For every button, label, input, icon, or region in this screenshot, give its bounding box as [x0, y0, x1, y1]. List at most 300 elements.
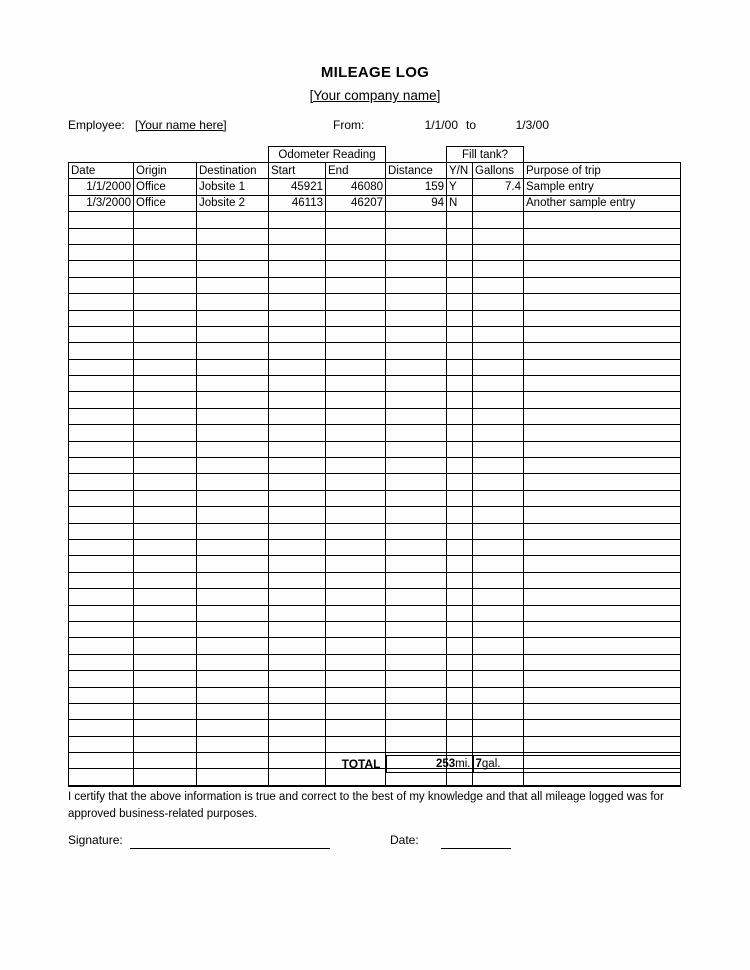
cell-empty[interactable] [197, 589, 269, 605]
cell-empty[interactable] [326, 441, 386, 457]
cell-empty[interactable] [447, 359, 473, 375]
cell-empty[interactable] [269, 638, 326, 654]
cell-empty[interactable] [69, 441, 134, 457]
cell-empty[interactable] [69, 507, 134, 523]
cell-empty[interactable] [447, 671, 473, 687]
cell-empty[interactable] [69, 228, 134, 244]
cell-empty[interactable] [473, 425, 524, 441]
table-row-empty[interactable] [69, 310, 681, 326]
cell-empty[interactable] [269, 326, 326, 342]
cell-empty[interactable] [326, 277, 386, 293]
from-date-field[interactable]: 1/1/00 [424, 118, 458, 132]
cell-empty[interactable] [326, 654, 386, 670]
cell-empty[interactable] [326, 671, 386, 687]
cell-empty[interactable] [326, 376, 386, 392]
cell-empty[interactable] [326, 687, 386, 703]
cell-empty[interactable] [269, 261, 326, 277]
cell-empty[interactable] [197, 687, 269, 703]
cell-destination[interactable]: Jobsite 2 [197, 195, 269, 211]
cell-empty[interactable] [134, 294, 197, 310]
cell-empty[interactable] [69, 589, 134, 605]
cell-empty[interactable] [269, 294, 326, 310]
cell-empty[interactable] [447, 654, 473, 670]
cell-empty[interactable] [447, 441, 473, 457]
cell-purpose[interactable]: Sample entry [524, 179, 681, 195]
cell-empty[interactable] [134, 605, 197, 621]
cell-empty[interactable] [524, 703, 681, 719]
cell-empty[interactable] [197, 539, 269, 555]
cell-empty[interactable] [69, 736, 134, 752]
cell-empty[interactable] [269, 687, 326, 703]
table-row-empty[interactable] [69, 621, 681, 637]
cell-empty[interactable] [269, 392, 326, 408]
cell-empty[interactable] [69, 212, 134, 228]
cell-empty[interactable] [386, 621, 447, 637]
cell-empty[interactable] [386, 326, 447, 342]
cell-empty[interactable] [269, 310, 326, 326]
cell-empty[interactable] [326, 720, 386, 736]
cell-empty[interactable] [326, 212, 386, 228]
cell-empty[interactable] [386, 507, 447, 523]
cell-empty[interactable] [524, 294, 681, 310]
cell-empty[interactable] [386, 572, 447, 588]
cell-empty[interactable] [447, 539, 473, 555]
cell-empty[interactable] [447, 490, 473, 506]
cell-empty[interactable] [326, 458, 386, 474]
cell-empty[interactable] [134, 523, 197, 539]
table-row-empty[interactable] [69, 703, 681, 719]
cell-empty[interactable] [386, 261, 447, 277]
cell-empty[interactable] [269, 425, 326, 441]
cell-empty[interactable] [386, 490, 447, 506]
cell-empty[interactable] [269, 736, 326, 752]
cell-empty[interactable] [197, 736, 269, 752]
cell-empty[interactable] [197, 458, 269, 474]
cell-empty[interactable] [473, 490, 524, 506]
cell-empty[interactable] [269, 654, 326, 670]
cell-empty[interactable] [326, 539, 386, 555]
cell-empty[interactable] [447, 572, 473, 588]
cell-empty[interactable] [134, 228, 197, 244]
cell-empty[interactable] [69, 244, 134, 260]
cell-empty[interactable] [326, 261, 386, 277]
cell-empty[interactable] [386, 408, 447, 424]
cell-empty[interactable] [473, 277, 524, 293]
cell-empty[interactable] [386, 556, 447, 572]
cell-empty[interactable] [473, 507, 524, 523]
cell-empty[interactable] [69, 638, 134, 654]
cell-empty[interactable] [386, 605, 447, 621]
cell-empty[interactable] [197, 425, 269, 441]
table-row-empty[interactable] [69, 490, 681, 506]
cell-empty[interactable] [269, 212, 326, 228]
cell-empty[interactable] [269, 376, 326, 392]
cell-empty[interactable] [69, 294, 134, 310]
company-name-field[interactable]: [Your company name] [309, 88, 441, 103]
cell-empty[interactable] [269, 556, 326, 572]
cell-empty[interactable] [69, 654, 134, 670]
cell-empty[interactable] [447, 523, 473, 539]
cell-date[interactable]: 1/3/2000 [69, 195, 134, 211]
cell-empty[interactable] [524, 425, 681, 441]
cell-empty[interactable] [69, 326, 134, 342]
table-row-empty[interactable] [69, 638, 681, 654]
cell-empty[interactable] [197, 212, 269, 228]
cell-date[interactable]: 1/1/2000 [69, 179, 134, 195]
cell-empty[interactable] [447, 326, 473, 342]
cell-empty[interactable] [386, 212, 447, 228]
cell-empty[interactable] [447, 720, 473, 736]
cell-empty[interactable] [269, 277, 326, 293]
cell-empty[interactable] [447, 261, 473, 277]
cell-empty[interactable] [269, 228, 326, 244]
cell-empty[interactable] [447, 310, 473, 326]
cell-empty[interactable] [69, 556, 134, 572]
cell-empty[interactable] [473, 556, 524, 572]
cell-empty[interactable] [473, 605, 524, 621]
cell-empty[interactable] [134, 687, 197, 703]
cell-empty[interactable] [524, 458, 681, 474]
to-date-field[interactable]: 1/3/00 [515, 118, 549, 132]
table-row-empty[interactable] [69, 425, 681, 441]
cell-empty[interactable] [326, 425, 386, 441]
cell-empty[interactable] [69, 687, 134, 703]
cell-empty[interactable] [269, 621, 326, 637]
cell-empty[interactable] [134, 310, 197, 326]
cell-empty[interactable] [386, 343, 447, 359]
cell-empty[interactable] [134, 408, 197, 424]
cell-empty[interactable] [326, 638, 386, 654]
cell-empty[interactable] [197, 326, 269, 342]
cell-empty[interactable] [386, 310, 447, 326]
cell-empty[interactable] [473, 376, 524, 392]
cell-empty[interactable] [134, 621, 197, 637]
table-row-empty[interactable] [69, 343, 681, 359]
table-row-empty[interactable] [69, 736, 681, 752]
cell-empty[interactable] [524, 671, 681, 687]
cell-empty[interactable] [473, 703, 524, 719]
cell-empty[interactable] [524, 244, 681, 260]
cell-empty[interactable] [326, 343, 386, 359]
cell-empty[interactable] [197, 523, 269, 539]
cell-empty[interactable] [197, 654, 269, 670]
table-row-empty[interactable] [69, 458, 681, 474]
cell-empty[interactable] [447, 392, 473, 408]
cell-empty[interactable] [447, 228, 473, 244]
cell-empty[interactable] [69, 392, 134, 408]
cell-empty[interactable] [386, 736, 447, 752]
cell-empty[interactable] [269, 359, 326, 375]
cell-empty[interactable] [386, 294, 447, 310]
cell-empty[interactable] [447, 425, 473, 441]
cell-empty[interactable] [134, 441, 197, 457]
cell-empty[interactable] [326, 589, 386, 605]
cell-empty[interactable] [447, 687, 473, 703]
cell-empty[interactable] [134, 638, 197, 654]
cell-empty[interactable] [134, 703, 197, 719]
cell-empty[interactable] [134, 736, 197, 752]
cell-empty[interactable] [473, 244, 524, 260]
cell-empty[interactable] [524, 474, 681, 490]
cell-empty[interactable] [386, 720, 447, 736]
cell-empty[interactable] [326, 310, 386, 326]
cell-empty[interactable] [447, 589, 473, 605]
cell-empty[interactable] [447, 244, 473, 260]
cell-empty[interactable] [197, 228, 269, 244]
cell-fill-tank-yn[interactable]: Y [447, 179, 473, 195]
cell-empty[interactable] [447, 638, 473, 654]
cell-origin[interactable]: Office [134, 179, 197, 195]
cell-empty[interactable] [326, 359, 386, 375]
cell-empty[interactable] [269, 244, 326, 260]
cell-empty[interactable] [134, 458, 197, 474]
cell-empty[interactable] [524, 720, 681, 736]
cell-empty[interactable] [197, 671, 269, 687]
table-row-empty[interactable] [69, 474, 681, 490]
table-row-empty[interactable] [69, 720, 681, 736]
table-row-empty[interactable] [69, 294, 681, 310]
cell-empty[interactable] [473, 671, 524, 687]
cell-empty[interactable] [269, 408, 326, 424]
cell-empty[interactable] [386, 392, 447, 408]
table-row-empty[interactable] [69, 687, 681, 703]
cell-empty[interactable] [197, 621, 269, 637]
cell-empty[interactable] [524, 376, 681, 392]
cell-origin[interactable]: Office [134, 195, 197, 211]
cell-odometer-end[interactable]: 46080 [326, 179, 386, 195]
cell-empty[interactable] [524, 408, 681, 424]
cell-empty[interactable] [524, 556, 681, 572]
cell-empty[interactable] [197, 392, 269, 408]
table-row-empty[interactable] [69, 408, 681, 424]
cell-distance[interactable]: 94 [386, 195, 447, 211]
cell-empty[interactable] [269, 572, 326, 588]
cell-empty[interactable] [473, 212, 524, 228]
cell-empty[interactable] [326, 523, 386, 539]
table-row-empty[interactable] [69, 572, 681, 588]
cell-empty[interactable] [134, 261, 197, 277]
table-row-empty[interactable] [69, 654, 681, 670]
cell-empty[interactable] [134, 359, 197, 375]
cell-empty[interactable] [473, 638, 524, 654]
cell-empty[interactable] [69, 605, 134, 621]
cell-empty[interactable] [69, 621, 134, 637]
cell-empty[interactable] [524, 621, 681, 637]
cell-empty[interactable] [524, 343, 681, 359]
cell-empty[interactable] [473, 523, 524, 539]
cell-empty[interactable] [269, 589, 326, 605]
cell-empty[interactable] [269, 605, 326, 621]
cell-empty[interactable] [473, 310, 524, 326]
cell-empty[interactable] [473, 261, 524, 277]
cell-empty[interactable] [386, 228, 447, 244]
table-row-empty[interactable] [69, 507, 681, 523]
cell-destination[interactable]: Jobsite 1 [197, 179, 269, 195]
cell-empty[interactable] [524, 654, 681, 670]
cell-empty[interactable] [524, 261, 681, 277]
table-row-empty[interactable] [69, 523, 681, 539]
cell-empty[interactable] [473, 474, 524, 490]
cell-empty[interactable] [473, 294, 524, 310]
cell-empty[interactable] [326, 736, 386, 752]
cell-empty[interactable] [447, 458, 473, 474]
table-row-empty[interactable] [69, 359, 681, 375]
cell-empty[interactable] [524, 359, 681, 375]
cell-empty[interactable] [473, 326, 524, 342]
cell-empty[interactable] [69, 572, 134, 588]
cell-empty[interactable] [269, 523, 326, 539]
cell-empty[interactable] [69, 490, 134, 506]
cell-empty[interactable] [326, 408, 386, 424]
cell-empty[interactable] [326, 572, 386, 588]
cell-empty[interactable] [197, 294, 269, 310]
cell-empty[interactable] [269, 703, 326, 719]
cell-empty[interactable] [386, 703, 447, 719]
table-row-empty[interactable] [69, 671, 681, 687]
cell-empty[interactable] [134, 589, 197, 605]
cell-empty[interactable] [326, 507, 386, 523]
cell-empty[interactable] [447, 736, 473, 752]
cell-empty[interactable] [69, 261, 134, 277]
cell-empty[interactable] [197, 474, 269, 490]
cell-empty[interactable] [386, 687, 447, 703]
cell-empty[interactable] [326, 556, 386, 572]
cell-empty[interactable] [386, 244, 447, 260]
cell-empty[interactable] [447, 376, 473, 392]
cell-empty[interactable] [134, 392, 197, 408]
cell-empty[interactable] [197, 507, 269, 523]
cell-empty[interactable] [447, 474, 473, 490]
cell-empty[interactable] [326, 605, 386, 621]
table-row-empty[interactable] [69, 556, 681, 572]
cell-empty[interactable] [524, 589, 681, 605]
cell-empty[interactable] [69, 425, 134, 441]
cell-empty[interactable] [326, 703, 386, 719]
table-row-empty[interactable] [69, 441, 681, 457]
cell-empty[interactable] [197, 638, 269, 654]
cell-empty[interactable] [386, 458, 447, 474]
cell-empty[interactable] [269, 671, 326, 687]
cell-empty[interactable] [524, 572, 681, 588]
cell-empty[interactable] [197, 572, 269, 588]
cell-empty[interactable] [473, 572, 524, 588]
table-row-empty[interactable] [69, 212, 681, 228]
cell-empty[interactable] [134, 212, 197, 228]
table-row-empty[interactable] [69, 376, 681, 392]
cell-empty[interactable] [386, 359, 447, 375]
cell-empty[interactable] [524, 638, 681, 654]
cell-empty[interactable] [326, 326, 386, 342]
table-row-empty[interactable] [69, 605, 681, 621]
cell-empty[interactable] [524, 228, 681, 244]
cell-empty[interactable] [197, 703, 269, 719]
cell-empty[interactable] [473, 539, 524, 555]
cell-empty[interactable] [326, 244, 386, 260]
cell-empty[interactable] [447, 621, 473, 637]
cell-empty[interactable] [524, 212, 681, 228]
cell-empty[interactable] [269, 720, 326, 736]
cell-empty[interactable] [524, 687, 681, 703]
table-row-empty[interactable] [69, 392, 681, 408]
cell-empty[interactable] [524, 326, 681, 342]
cell-empty[interactable] [69, 671, 134, 687]
cell-empty[interactable] [524, 539, 681, 555]
table-row-empty[interactable] [69, 228, 681, 244]
cell-empty[interactable] [134, 572, 197, 588]
cell-empty[interactable] [473, 589, 524, 605]
cell-empty[interactable] [524, 523, 681, 539]
cell-empty[interactable] [197, 376, 269, 392]
cell-empty[interactable] [386, 654, 447, 670]
cell-empty[interactable] [197, 408, 269, 424]
cell-empty[interactable] [197, 490, 269, 506]
cell-empty[interactable] [134, 556, 197, 572]
cell-empty[interactable] [386, 638, 447, 654]
cell-empty[interactable] [197, 359, 269, 375]
table-row-empty[interactable] [69, 244, 681, 260]
table-row-empty[interactable] [69, 589, 681, 605]
cell-odometer-start[interactable]: 45921 [269, 179, 326, 195]
cell-empty[interactable] [197, 441, 269, 457]
cell-empty[interactable] [69, 376, 134, 392]
cell-empty[interactable] [386, 425, 447, 441]
cell-empty[interactable] [326, 228, 386, 244]
cell-empty[interactable] [134, 326, 197, 342]
table-row[interactable] [69, 179, 681, 195]
cell-empty[interactable] [69, 720, 134, 736]
cell-empty[interactable] [386, 589, 447, 605]
cell-empty[interactable] [69, 539, 134, 555]
cell-odometer-start[interactable]: 46113 [269, 195, 326, 211]
table-row-empty[interactable] [69, 539, 681, 555]
cell-empty[interactable] [134, 425, 197, 441]
cell-empty[interactable] [134, 474, 197, 490]
cell-empty[interactable] [69, 359, 134, 375]
cell-empty[interactable] [69, 310, 134, 326]
cell-empty[interactable] [386, 474, 447, 490]
table-row-empty[interactable] [69, 277, 681, 293]
cell-empty[interactable] [69, 408, 134, 424]
cell-empty[interactable] [473, 458, 524, 474]
cell-empty[interactable] [134, 539, 197, 555]
cell-gallons[interactable]: 7.4 [473, 179, 524, 195]
cell-empty[interactable] [447, 343, 473, 359]
cell-empty[interactable] [524, 507, 681, 523]
cell-empty[interactable] [134, 277, 197, 293]
cell-empty[interactable] [69, 474, 134, 490]
cell-distance[interactable]: 159 [386, 179, 447, 195]
cell-empty[interactable] [269, 441, 326, 457]
cell-empty[interactable] [269, 458, 326, 474]
cell-empty[interactable] [473, 408, 524, 424]
table-row-empty[interactable] [69, 261, 681, 277]
cell-empty[interactable] [326, 490, 386, 506]
cell-empty[interactable] [269, 343, 326, 359]
cell-empty[interactable] [69, 343, 134, 359]
cell-empty[interactable] [269, 474, 326, 490]
cell-empty[interactable] [197, 310, 269, 326]
cell-empty[interactable] [524, 277, 681, 293]
employee-name-field[interactable]: [Your name here] [135, 118, 227, 132]
cell-empty[interactable] [447, 212, 473, 228]
table-row-empty[interactable] [69, 326, 681, 342]
cell-empty[interactable] [473, 343, 524, 359]
cell-empty[interactable] [134, 654, 197, 670]
cell-empty[interactable] [524, 736, 681, 752]
cell-gallons[interactable] [473, 195, 524, 211]
cell-empty[interactable] [197, 556, 269, 572]
cell-empty[interactable] [326, 621, 386, 637]
